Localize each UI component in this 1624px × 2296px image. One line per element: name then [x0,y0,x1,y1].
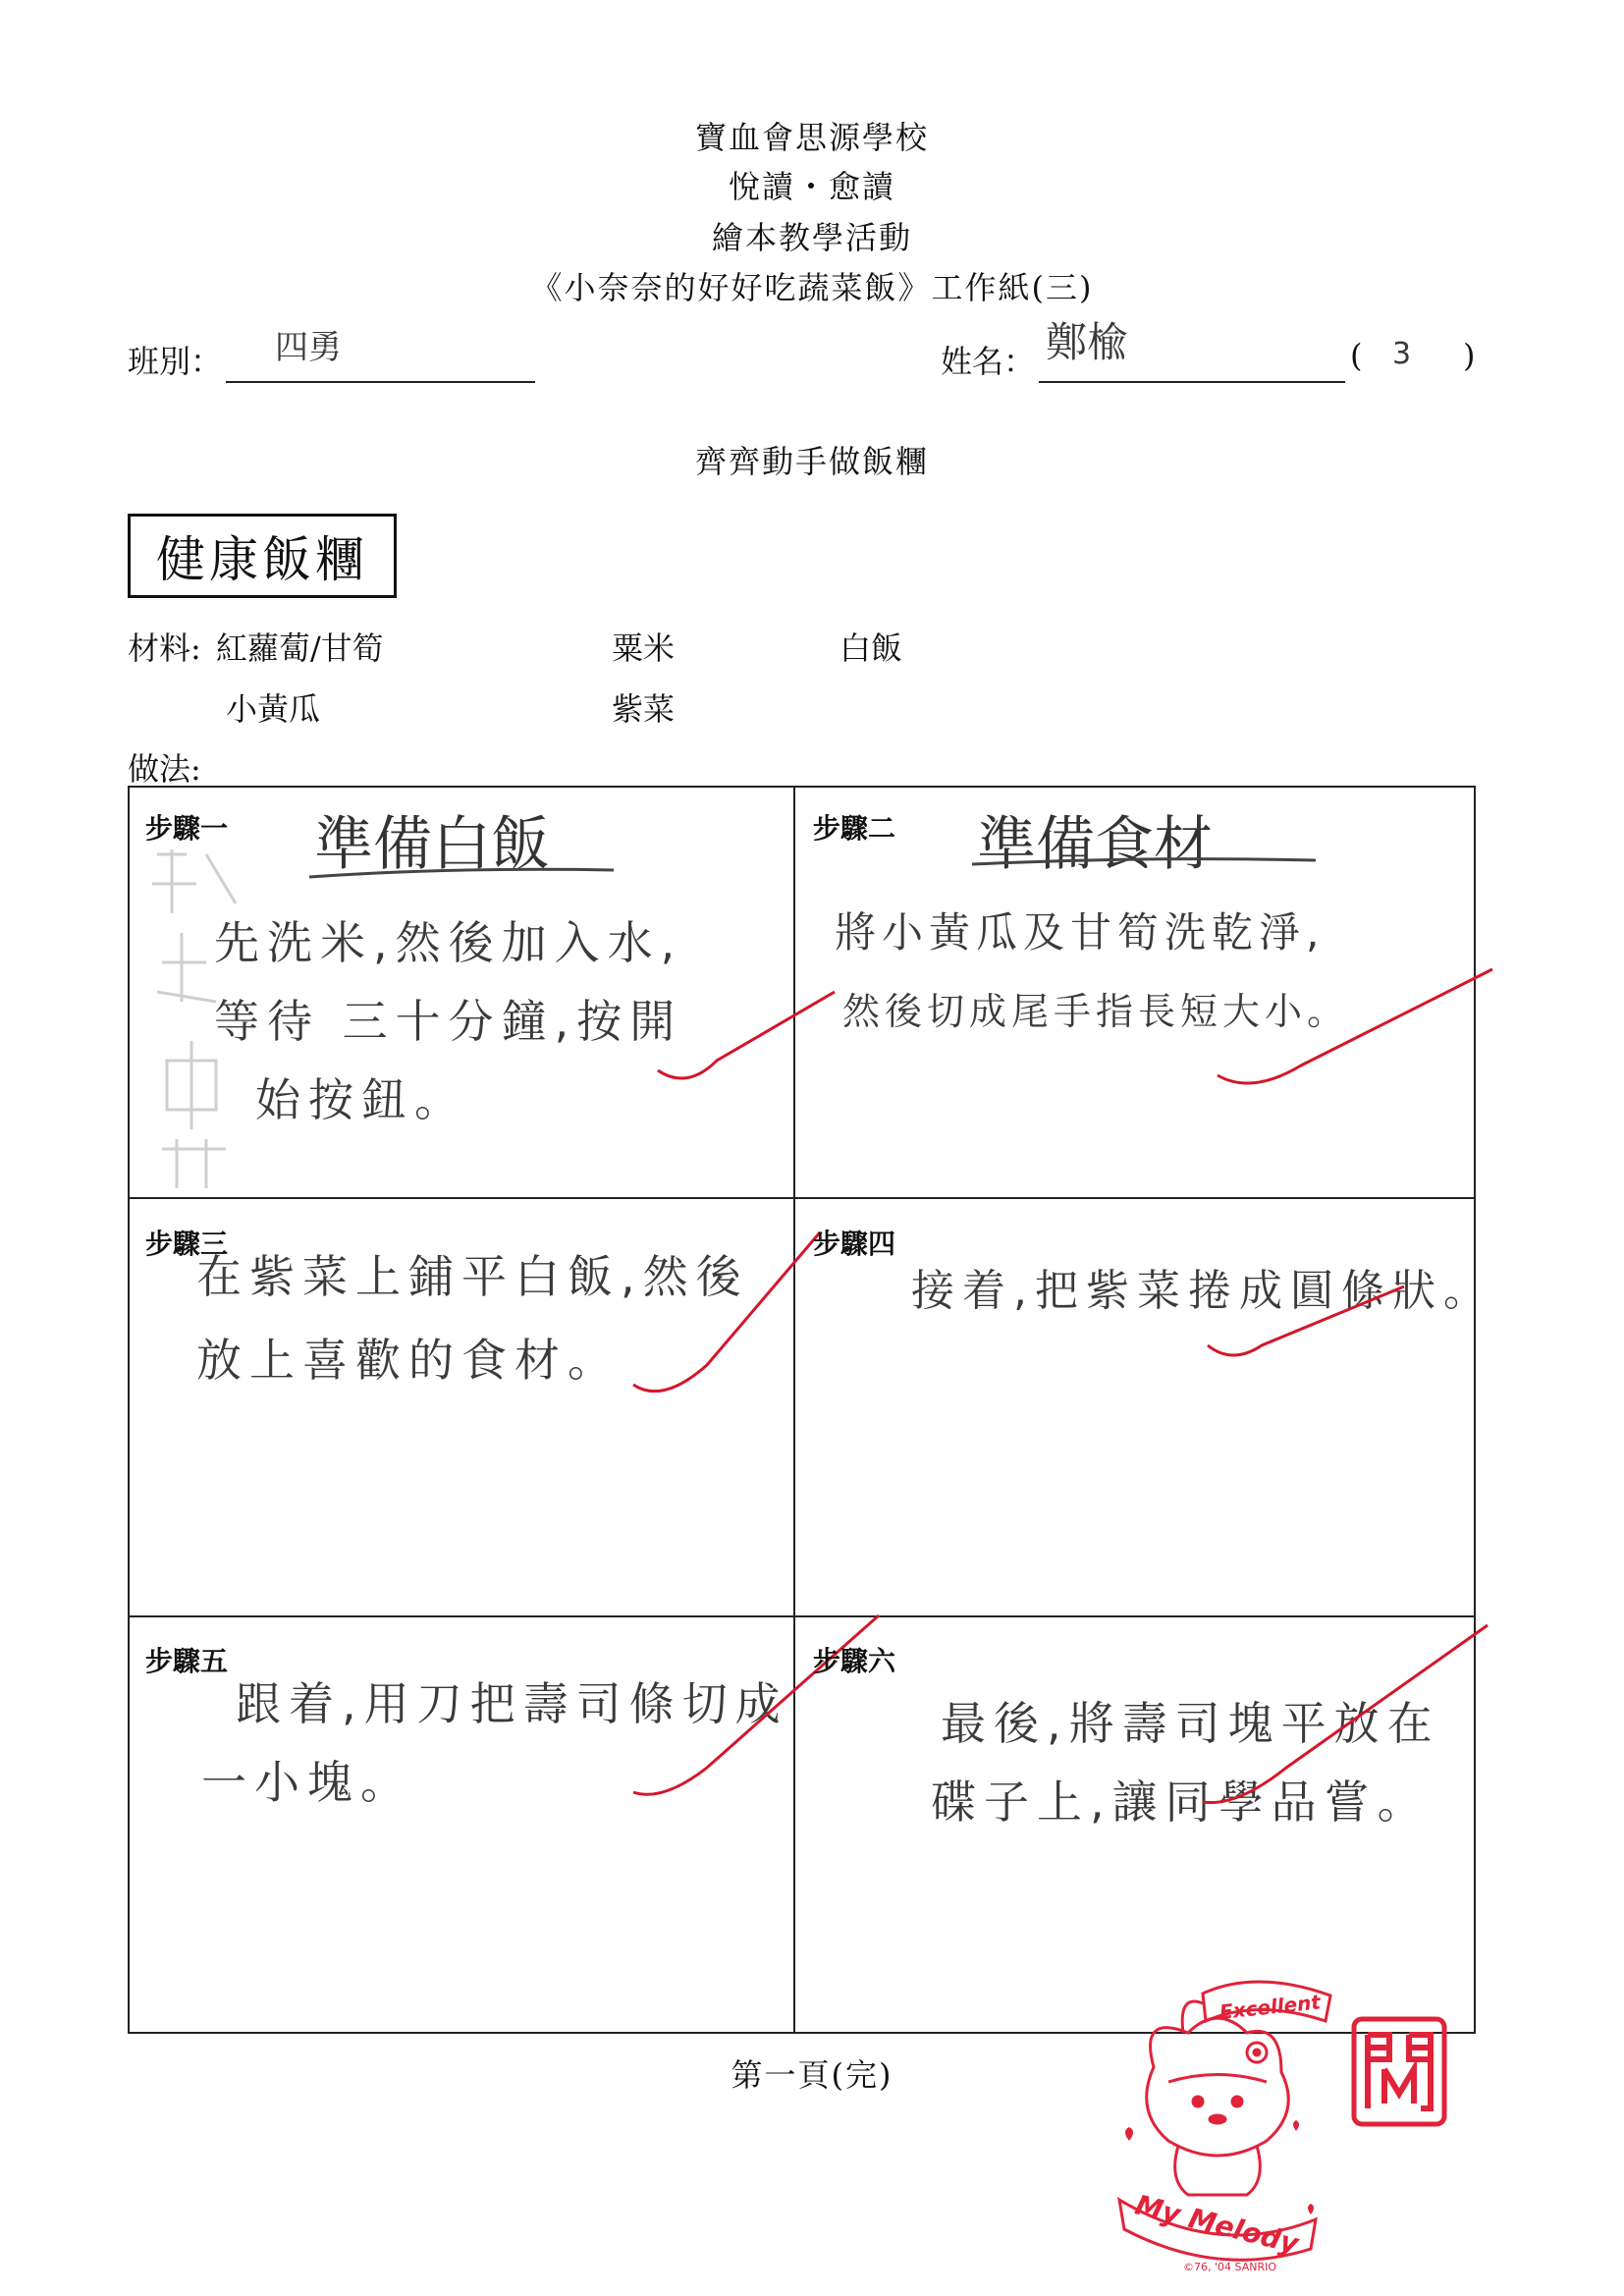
school-name: 寶血會思源學校 [694,119,929,156]
grid-divider-vertical [793,786,795,2034]
step-1-text-line: 始按鈕。 [255,1073,467,1126]
step-1-check-mark [648,982,844,1090]
number-value: 3 [1392,337,1412,371]
svg-text:©76, '04 SANRIO: ©76, '04 SANRIO [1183,2261,1276,2273]
page-footer: 第一頁(完) [731,2056,893,2094]
number-close: ) [1463,337,1476,374]
material-item: 小黃瓜 [226,690,321,728]
number-open: ( [1350,337,1363,374]
step-1-title: 準備白飯 [314,810,550,879]
class-label: 班別： [128,343,223,380]
material-item: 紅蘿蔔/甘筍 [216,629,384,667]
step-2-check-mark [1213,957,1497,1095]
step-5-text-line: 跟着,用刀把壽司條切成 [236,1677,788,1730]
step-6-label: 步驟六 [813,1645,896,1677]
step-6-text-line: 最後,將壽司塊平放在 [941,1697,1440,1750]
section-title: 齊齊動手做飯糰 [694,443,929,480]
svg-text:My Melody: My Melody [1131,2188,1302,2261]
step-2-title: 準備食材 [977,810,1213,879]
step-4-check-mark [1203,1277,1409,1365]
step-4-text-line: 接着,把紫菜捲成圓條狀。 [911,1266,1494,1316]
step-1-title-underline [304,862,619,882]
reading-subtitle: 悅讀・愈讀 [728,168,895,205]
step-6-text-line: 碟子上,讓同學品嘗。 [931,1776,1431,1829]
step-3-text-line: 在紫菜上鋪平白飯,然後 [196,1250,749,1303]
material-item: 粟米 [612,629,676,667]
worksheet-title: 《小奈奈的好好吃蔬菜飯》工作紙(三) [530,269,1094,306]
step-6-check-mark [1198,1620,1492,1812]
step-5-label: 步驟五 [145,1645,229,1677]
name-label: 姓名： [941,343,1036,380]
step-4-label: 步驟四 [813,1228,896,1260]
teacher-seal-stamp [1350,2015,1448,2128]
recipe-title: 健康飯糰 [128,514,397,598]
step-2-text-line: 將小黃瓜及甘筍洗乾淨, [835,908,1326,957]
material-item: 白飯 [839,629,903,667]
step-3-text-line: 放上喜歡的食材。 [196,1334,621,1387]
material-item: 紫菜 [612,690,676,728]
step-1-label: 步驟一 [145,812,229,845]
step-3-label: 步驟三 [145,1228,229,1260]
step-1-text-line: 先洗米,然後加入水, [214,916,683,969]
activity-title: 繪本教學活動 [711,219,912,256]
materials-label: 材料: [128,629,201,667]
step-2-label: 步驟二 [813,812,896,845]
my-melody-sticker [1110,1974,1345,2278]
name-value: 鄭楡 [1046,318,1129,366]
svg-text:Excellent: Excellent [1218,1990,1322,2024]
step-2-text-line: 然後切成尾手指長短大小。 [842,990,1350,1033]
class-underline [226,379,535,383]
step-2-title-underline [967,852,1321,872]
step-3-check-mark [628,1228,825,1399]
method-label: 做法: [128,750,201,788]
step-5-text-line: 一小塊。 [201,1756,413,1809]
grid-divider-horizontal [128,1197,1476,1199]
step-1-text-line: 等待 三十分鐘,按開 [214,995,683,1048]
class-value: 四勇 [275,328,342,367]
name-underline [1039,379,1345,383]
